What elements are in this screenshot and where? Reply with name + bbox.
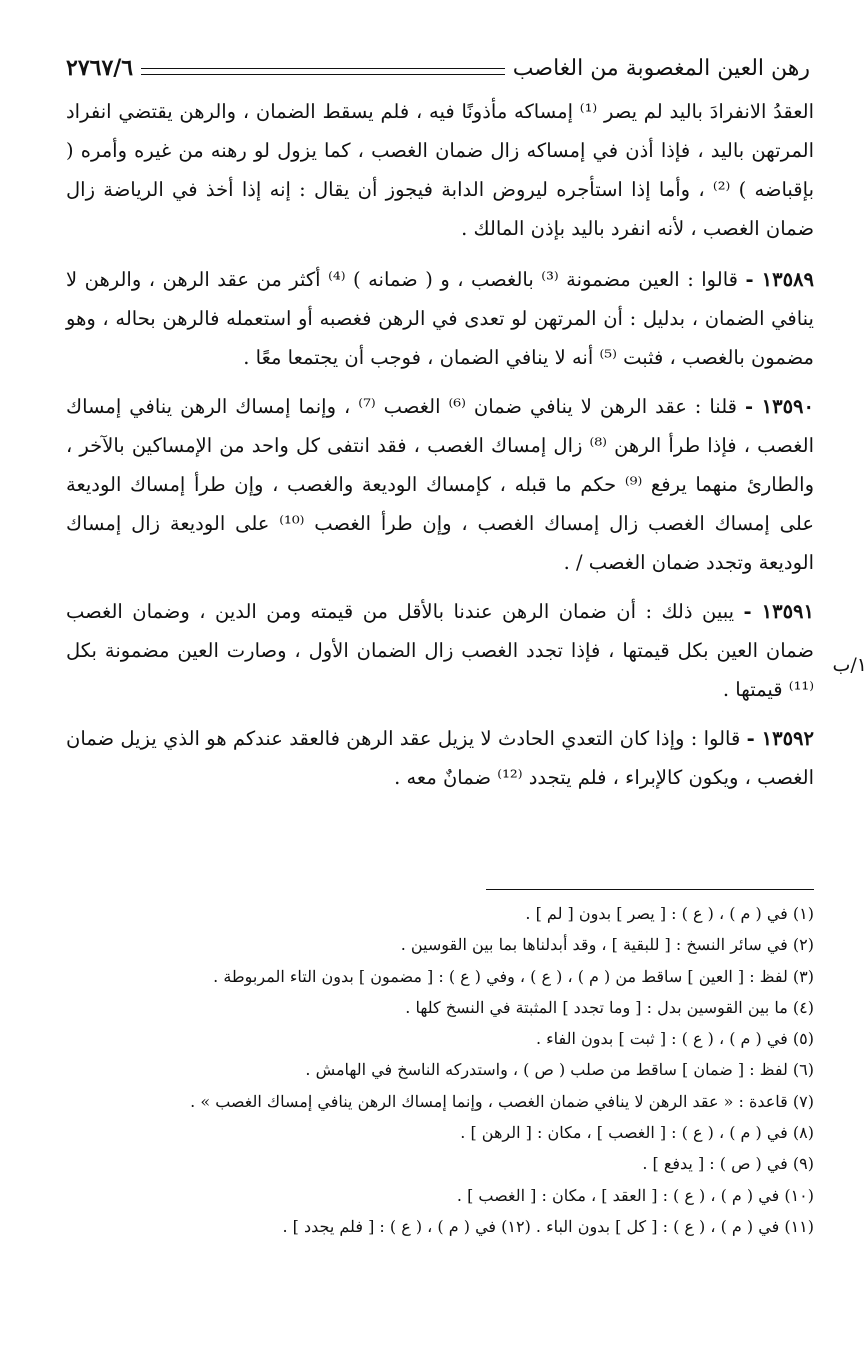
- footnote: (٦) لفظ : [ ضمان ] ساقط من صلب ( ص ) ، واستدركه الناسخ في الهامش .: [305, 1060, 814, 1080]
- paragraph: [66, 592, 814, 709]
- footnote: (٢) في سائر النسخ : [ للبقية ] ، وقد أبدلناها بما بين القوسين .: [400, 935, 814, 955]
- footnote-separator: [486, 889, 814, 890]
- margin-folio-note: ١/ب: [832, 654, 867, 676]
- paragraph-number: ١٣٥٨٩ -: [745, 268, 815, 291]
- running-title: رهن العين المغصوبة من الغاصب: [512, 55, 810, 81]
- header-rule: [141, 68, 505, 75]
- paragraph-text: قالوا : وإذا كان التعدي الحادث لا يزيل عقد الرهن فالعقد عندكم هو الذي يزيل ضمان الغصب ، ويكون كالإبراء ، فلم يتجدد ⁽¹²⁾ ضمانٌ معه .: [66, 727, 814, 789]
- footnotes: [66, 898, 814, 1242]
- paragraph: [66, 387, 814, 582]
- paragraph-text: العقدُ الانفرادَ باليد لم يصر ⁽¹⁾ إمساكه مأذونًا فيه ، فلم يسقط الضمان ، والرهن يقتضي انفراد المرتهن باليد ، فإذا أذن في إمساكه زال ضمان الغصب ، كما يزول لو رهنه من غيره وأمره ( بإقباضه ) ⁽²⁾ ، وأما إذا استأجره ليروض الدابة فيجوز أن يقال : إنه إذا أخذ في الرياضة زال ضمان الغصب ، لأنه انفرد باليد بإذن المالك .: [66, 100, 814, 240]
- paragraph: [66, 260, 814, 377]
- footnote: (١١) في ( م ) ، ( ع ) : [ كل ] بدون الباء . (١٢) في ( م ) ، ( ع ) : [ فلم يجدد ] .: [282, 1216, 814, 1236]
- paragraph: [66, 92, 814, 248]
- footnote: (١٠) في ( م ) ، ( ع ) : [ العقد ] ، مكان : [ الغصب ] .: [456, 1185, 814, 1205]
- paragraph-text: يبين ذلك : أن ضمان الرهن عندنا بالأقل من قيمته ومن الدين ، وضمان الغصب ضمان العين بكل قيمتها ، فإذا تجدد الغصب زال الضمان الأول ، وصارت العين مضمونة بكل ⁽¹¹⁾ قيمتها .: [66, 600, 814, 701]
- footnote: (٩) في ( ص ) : [ يدفع ] .: [642, 1154, 814, 1174]
- footnote: (٨) في ( م ) ، ( ع ) : [ الغصب ] ، مكان : [ الرهن ] .: [460, 1123, 814, 1143]
- footnote: (٣) لفظ : [ العين ] ساقط من ( م ) ، ( ع ) ، وفي ( ع ) : [ مضمون ] بدون التاء المربوطة .: [213, 966, 814, 986]
- page-header: [66, 48, 810, 88]
- paragraph-number: ١٣٥٩١ -: [743, 600, 814, 623]
- paragraph: [66, 719, 814, 797]
- footnote: (٤) ما بين القوسين بدل : [ وما تجدد ] المثبتة في النسخ كلها .: [405, 997, 814, 1017]
- main-text: [66, 92, 814, 807]
- paragraph-text: قالوا : العين مضمونة ⁽³⁾ بالغصب ، و ( ضمانه ) ⁽⁴⁾ أكثر من عقد الرهن ، والرهن لا ينافي الضمان ، بدليل : أن المرتهن لو تعدى في الرهن فغصبه أو استعمله فالرهن بحاله ، وهو مضمون بالغصب ، فثبت ⁽⁵⁾ أنه لا ينافي الضمان ، فوجب أن يجتمعا معًا .: [66, 268, 814, 369]
- paragraph-text: قلنا : عقد الرهن لا ينافي ضمان ⁽⁶⁾ الغصب ⁽⁷⁾ ، وإنما إمساك الرهن ينافي إمساك الغصب ، فإذا طرأ الرهن ⁽⁸⁾ زال إمساك الغصب ، فقد انتفى كل واحد من الإمساكين بالآخر ، والطارئ منهما يرفع ⁽⁹⁾ حكم ما قبله ، كإمساك الوديعة والغصب ، وإن طرأ إمساك الوديعة على إمساك الغصب زال إمساك الغصب ، وإن طرأ الغصب ⁽¹⁰⁾ على الوديعة زال إمساك الوديعة وتجدد ضمان الغصب / .: [66, 395, 814, 574]
- page-number: ٢٧٦٧/٦: [66, 55, 134, 81]
- paragraph-number: ١٣٥٩٢ -: [746, 727, 815, 750]
- paragraph-number: ١٣٥٩٠ -: [744, 395, 814, 418]
- footnote: (١) في ( م ) ، ( ع ) : [ يصر ] بدون [ لم ] .: [525, 904, 814, 923]
- footnote: (٧) قاعدة : « عقد الرهن لا ينافي ضمان الغصب ، وإنما إمساك الرهن ينافي إمساك الغصب » .: [190, 1091, 814, 1111]
- footnote: (٥) في ( م ) ، ( ع ) : [ ثبت ] بدون الفاء .: [535, 1029, 814, 1049]
